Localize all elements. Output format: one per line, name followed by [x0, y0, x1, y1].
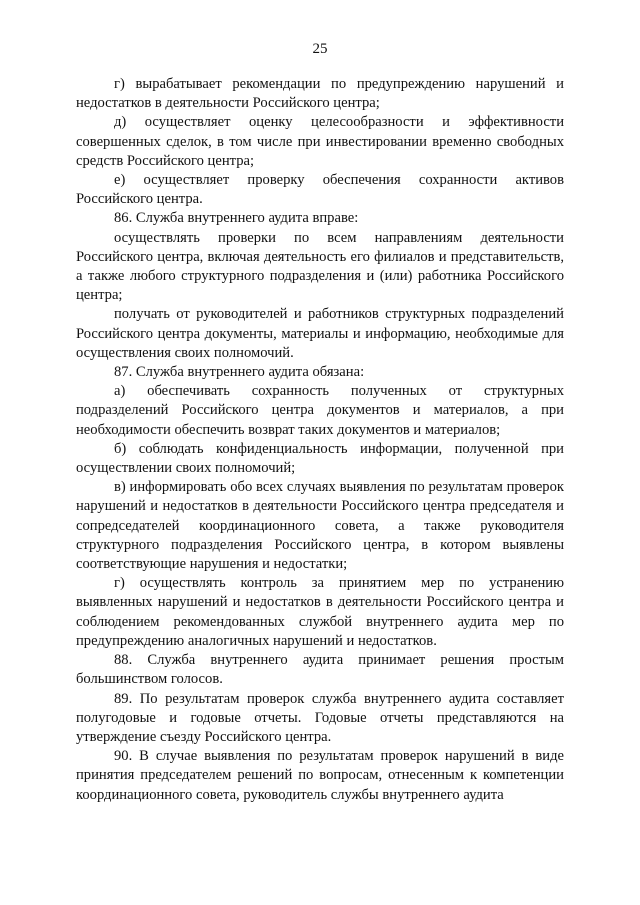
page-number: 25	[312, 41, 328, 57]
paragraph-85-g: г) вырабатывает рекомендации по предупреждению нарушений и недостатков в деятельности Российского центра;	[76, 76, 564, 112]
paragraph-87-v: в) информировать обо всех случаях выявления по результатам проверок нарушений и недостатков в деятельности Российского центра председателя и сопредседателей координационного совета, а также руководителя структурного подразделения Российского центра, в котором выявлены соответствующие нарушения и недостатки;	[76, 479, 564, 573]
paragraph-85-e: е) осуществляет проверку обеспечения сохранности активов Российского центра.	[76, 172, 564, 208]
paragraph-86-item-1: осуществлять проверки по всем направлениям деятельности Российского центра, включая деятельность его филиалов и представительств, а также любого структурного подразделения и (или) работника Российского центра;	[76, 229, 564, 304]
paragraph-85-d: д) осуществляет оценку целесообразности и эффективности совершенных сделок, в том числе при инвестировании временно свободных средств Российского центра;	[76, 114, 564, 169]
paragraph-87-g: г) осуществлять контроль за принятием мер по устранению выявленных нарушений и недостатков в деятельности Российского центра и соблюдением рекомендованных службой внутреннего аудита мер по предупреждению аналогичных нарушений и недостатков.	[76, 575, 564, 649]
paragraph-87-b: б) соблюдать конфиденциальность информации, полученной при осуществлении своих полномочий;	[76, 440, 564, 477]
paragraph-90: 90. В случае выявления по результатам проверок нарушений в виде принятия председателем решений по вопросам, отнесенным к компетенции координационного совета, руководитель службы внутреннего аудита	[76, 748, 564, 803]
paragraph-88: 88. Служба внутреннего аудита принимает решения простым большинством голосов.	[76, 652, 564, 688]
document-body	[76, 75, 564, 805]
paragraph-89: 89. По результатам проверок служба внутреннего аудита составляет полугодовые и годовые отчеты. Годовые отчеты представляются на утверждение съезду Российского центра.	[76, 690, 564, 745]
paragraph-87-a: а) обеспечивать сохранность полученных от структурных подразделений Российского центра документов и материалов, а при необходимости обеспечить возврат таких документов и материалов;	[76, 383, 564, 438]
paragraph-87: 87. Служба внутреннего аудита обязана:	[114, 364, 365, 381]
paragraph-86: 86. Служба внутреннего аудита вправе:	[114, 210, 359, 227]
paragraph-86-item-2: получать от руководителей и работников структурных подразделений Российского центра документы, материалы и информацию, необходимые для осуществления своих полномочий.	[76, 306, 564, 361]
